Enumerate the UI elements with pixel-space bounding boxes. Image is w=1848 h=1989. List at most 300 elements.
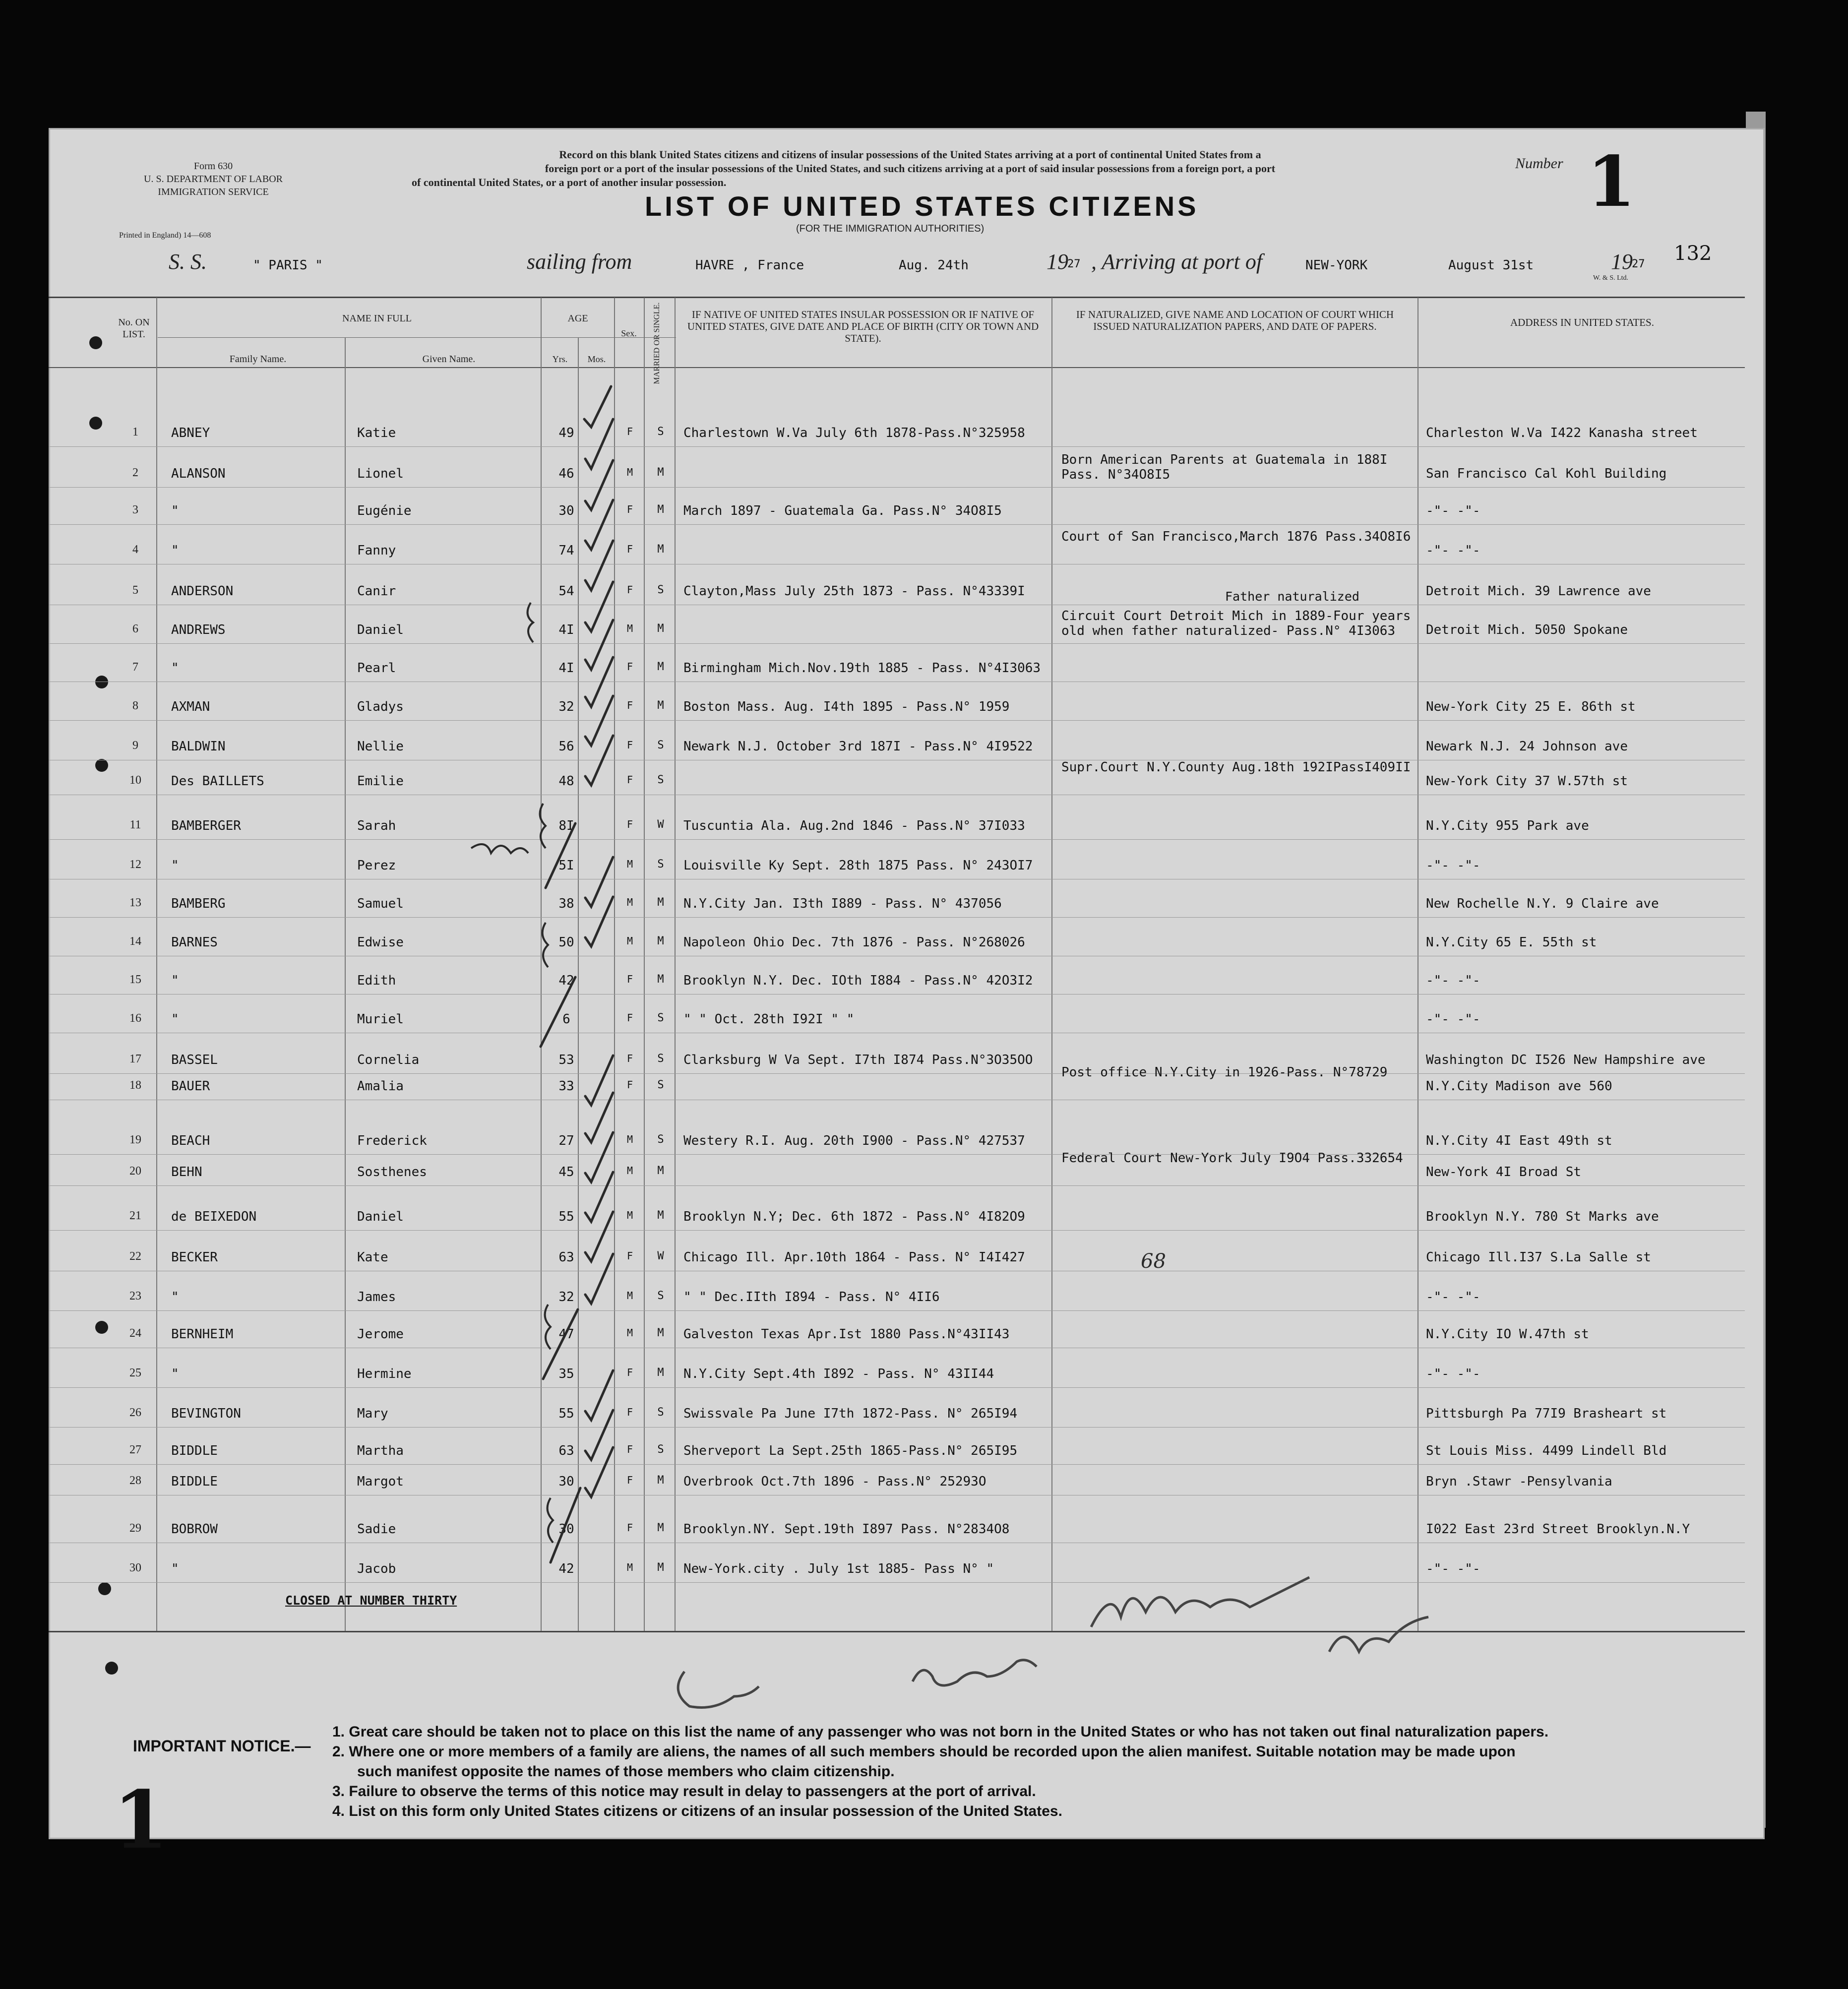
bracket-mark [528, 603, 533, 642]
row-age: 30 [558, 1522, 574, 1537]
row-ms: M [657, 1522, 664, 1534]
row-address: Bryn .Stawr -Pensylvania [1426, 1474, 1612, 1489]
row-family: BOBROW [171, 1522, 218, 1537]
row-ms: M [657, 1209, 664, 1222]
bracket-marks [471, 603, 553, 1543]
row-sex: F [626, 973, 633, 985]
row-no: 18 [129, 1079, 141, 1092]
row-given: Edith [357, 973, 396, 988]
row-age: 4I [558, 661, 574, 676]
scribble-mark [471, 844, 528, 853]
row-address: N.Y.City 65 E. 55th st [1426, 935, 1597, 950]
row-no: 12 [129, 858, 141, 871]
arrival-year: 27 [1632, 258, 1645, 270]
row-given: Perez [357, 858, 396, 873]
row-given: Emilie [357, 774, 404, 789]
row-birth: Chicago Ill. Apr.10th 1864 - Pass. N° I4I427 [683, 1250, 1025, 1265]
col-header-married: MARRIED OR SINGLE. [653, 302, 661, 384]
row-address: Washington DC I526 New Hampshire ave [1426, 1053, 1706, 1067]
row-no: 13 [129, 896, 141, 909]
row-given: Daniel [357, 622, 404, 637]
row-address: Chicago Ill.I37 S.La Salle st [1426, 1250, 1651, 1265]
row-no: 1 [132, 426, 138, 438]
row-sex: F [626, 818, 633, 830]
row-sex: F [626, 1053, 633, 1064]
number-value: 1 [1587, 141, 1636, 223]
row-address: -"- -"- [1426, 1367, 1480, 1381]
row-sex: F [626, 1406, 633, 1418]
record-line-3: of continental United States, or a port of another insular possession. [412, 176, 727, 188]
row-address: St Louis Miss. 4499 Lindell Bld [1426, 1443, 1667, 1458]
row-family: BAUER [171, 1079, 210, 1094]
row-address: -"- -"- [1426, 1012, 1480, 1027]
row-address: -"- -"- [1426, 543, 1480, 558]
row-birth: Birmingham Mich.Nov.19th 1885 - Pass. N°4I3063 [683, 661, 1041, 676]
row-family: BEVINGTON [171, 1406, 241, 1421]
row-ms: M [657, 1165, 664, 1177]
margin-note: 68 [1141, 1250, 1166, 1273]
row-family: BERNHEIM [171, 1327, 234, 1342]
notice-item-1: 1. Great care should be taken not to place on this list the name of any passenger who was not born in the United States or who has not taken out final naturalization papers. [332, 1724, 1549, 1740]
row-birth: Louisville Ky Sept. 28th 1875 Pass. N° 243OI7 [683, 858, 1033, 873]
row-birth: Westery R.I. Aug. 20th I900 - Pass.N° 427537 [683, 1133, 1025, 1148]
row-no: 17 [129, 1053, 141, 1065]
row-given: Jacob [357, 1561, 396, 1576]
row-age: 30 [558, 503, 574, 518]
row-address: N.Y.City 4I East 49th st [1426, 1133, 1612, 1148]
row-given: Eugénie [357, 503, 412, 518]
row-sex: M [626, 1561, 633, 1573]
row-no: 3 [132, 503, 138, 516]
row-sex: F [626, 1012, 633, 1024]
row-given: Hermine [357, 1367, 412, 1381]
department: U. S. DEPARTMENT OF LABOR [144, 174, 283, 185]
col-header-address: ADDRESS IN UNITED STATES. [1510, 316, 1654, 328]
row-birth: Overbrook Oct.7th 1896 - Pass.N° 25293O [683, 1474, 986, 1489]
checkmark [551, 1488, 580, 1562]
arrival-date: August 31st [1448, 258, 1534, 273]
row-sex: M [626, 858, 633, 870]
row-given: Sadie [357, 1522, 396, 1537]
row-age: 56 [558, 739, 574, 754]
row-age: 8I [558, 818, 574, 833]
col-header-mos: Mos. [587, 354, 606, 364]
row-family: de BEIXEDON [171, 1209, 257, 1224]
row-age: 38 [558, 896, 574, 911]
row-family: BAMBERGER [171, 818, 241, 833]
notice-item-2b: such manifest opposite the names of those members who claim citizenship. [357, 1763, 895, 1780]
row-sex: F [626, 1522, 633, 1534]
row-address: New-York 4I Broad St [1426, 1165, 1582, 1180]
row-given: Edwise [357, 935, 404, 950]
row-given: Martha [357, 1443, 404, 1458]
row-address: San Francisco Cal Kohl Building [1426, 466, 1667, 481]
checkmark [585, 1370, 613, 1420]
row-sex: M [626, 1133, 633, 1145]
row-sex: F [626, 774, 633, 786]
col-header-native: IF NATIVE OF UNITED STATES INSULAR POSSESSION OR IF NATIVE OF UNITED STATES, GIVE DATE AND PLACE OF BIRTH (CITY OR TOWN AND STATE). [687, 309, 1039, 344]
row-family: " [171, 1012, 179, 1027]
form-number: Form 630 [193, 161, 233, 172]
row-ms: S [657, 1406, 664, 1419]
row-ms: M [657, 1367, 664, 1379]
row-sex: M [626, 935, 633, 947]
row-family: " [171, 543, 179, 558]
arriving-label: , Arriving at port of [1091, 249, 1263, 274]
row-given: Canir [357, 584, 396, 599]
row-given: Sosthenes [357, 1165, 427, 1180]
col-header-name: NAME IN FULL [342, 313, 412, 324]
row-birth: Brooklyn N.Y. Dec. IOth I884 - Pass.N° 42O3I2 [683, 973, 1033, 988]
row-age: 55 [558, 1209, 574, 1224]
father-naturalized-note: Father naturalized [1225, 589, 1359, 604]
checkmark [585, 857, 613, 907]
row-ms: M [657, 543, 664, 556]
checkmark [585, 1447, 613, 1497]
row-birth: Charlestown W.Va July 6th 1878-Pass.N°325958 [683, 426, 1025, 440]
row-ms: M [657, 1327, 664, 1339]
row-address: N.Y.City 955 Park ave [1426, 818, 1589, 833]
row-nat: Born American Parents at Guatemala in 188I Pass. N°34O8I5 [1061, 452, 1388, 482]
row-family: BIDDLE [171, 1443, 218, 1458]
notice-items [332, 1722, 1746, 1821]
row-birth: Brooklyn.NY. Sept.19th I897 Pass. N°2834O8 [683, 1522, 1010, 1537]
row-sex: M [626, 1327, 633, 1339]
year-prefix-2: 19 [1611, 249, 1633, 274]
row-sex: F [626, 584, 633, 596]
col-header-sex: Sex. [621, 328, 637, 338]
row-no: 27 [129, 1443, 141, 1456]
row-nat: Court of San Francisco,March 1876 Pass.34O8I6 [1061, 529, 1411, 544]
row-no: 9 [132, 739, 138, 752]
row-given: Nellie [357, 739, 404, 754]
row-ms: S [657, 858, 664, 870]
row-no: 26 [129, 1406, 141, 1419]
col-header-no: No. ON LIST. [118, 317, 150, 340]
row-age: 46 [558, 466, 574, 481]
row-age: 27 [558, 1133, 574, 1148]
row-address: New Rochelle N.Y. 9 Claire ave [1426, 896, 1659, 911]
row-age: 55 [558, 1406, 574, 1421]
row-address: I022 East 23rd Street Brooklyn.N.Y [1426, 1522, 1690, 1537]
row-birth: March 1897 - Guatemala Ga. Pass.N° 34O8I5 [683, 503, 1002, 518]
margin-signature [913, 1660, 1037, 1685]
row-sex: M [626, 896, 633, 908]
row-ms: S [657, 1012, 664, 1024]
row-given: Gladys [357, 699, 404, 714]
row-address: N.Y.City Madison ave 560 [1426, 1079, 1612, 1094]
notice-item-3: 3. Failure to observe the terms of this notice may result in delay to passengers at the port of arrival. [332, 1783, 1036, 1800]
row-age: 6 [562, 1012, 570, 1027]
row-birth: Boston Mass. Aug. I4th 1895 - Pass.N° 1959 [683, 699, 1010, 714]
row-family: " [171, 1367, 179, 1381]
checkmark [585, 1093, 613, 1142]
inspector-signature [1091, 1577, 1309, 1627]
checkmark [585, 1254, 613, 1304]
checkmark [546, 823, 575, 888]
row-age: 30 [558, 1474, 574, 1489]
row-birth: Newark N.J. October 3rd 187I - Pass.N° 4I9522 [683, 739, 1033, 754]
row-ms: W [657, 818, 664, 831]
row-ms: M [657, 896, 664, 909]
bracket-mark [543, 923, 548, 967]
row-nat: Circuit Court Detroit Mich in 1889-Four years old when father naturalized- Pass.N° 4I3063 [1061, 609, 1411, 638]
signatures [678, 1577, 1428, 1708]
row-no: 7 [132, 661, 138, 674]
row-family: BARNES [171, 935, 218, 950]
row-no: 29 [129, 1522, 141, 1535]
row-no: 21 [129, 1209, 141, 1222]
closed-note: CLOSED AT NUMBER THIRTY [285, 1593, 457, 1608]
row-sex: F [626, 1250, 633, 1262]
row-address: Detroit Mich. 39 Lawrence ave [1426, 584, 1651, 599]
row-no: 20 [129, 1165, 141, 1178]
arrival-port: NEW-YORK [1305, 258, 1368, 273]
col-header-yrs: Yrs. [552, 354, 568, 364]
row-ms: M [657, 973, 664, 986]
row-no: 8 [132, 699, 138, 712]
ss-label: S. S. [169, 249, 207, 274]
year-prefix-1: 19 [1047, 249, 1068, 274]
bracket-mark [548, 1498, 553, 1543]
row-family: BALDWIN [171, 739, 226, 754]
checkmark [585, 1056, 613, 1105]
row-family: BIDDLE [171, 1474, 218, 1489]
ship-name: " PARIS " [253, 258, 323, 273]
row-age: 32 [558, 1290, 574, 1305]
row-birth: New-York.city . July 1st 1885- Pass N° " [683, 1561, 994, 1576]
row-no: 28 [129, 1474, 141, 1487]
row-given: Daniel [357, 1209, 404, 1224]
row-family: BASSEL [171, 1053, 218, 1067]
row-birth: Galveston Texas Apr.Ist 1880 Pass.N°43II43 [683, 1327, 1010, 1342]
checkmark-column [541, 386, 613, 1562]
col-header-given: Given Name. [422, 354, 476, 365]
row-birth: Brooklyn N.Y; Dec. 6th 1872 - Pass.N° 4I82O9 [683, 1209, 1025, 1224]
row-given: Pearl [357, 661, 396, 676]
printer-mark: W. & S. Ltd. [1593, 274, 1629, 282]
row-sex: M [626, 622, 633, 634]
row-no: 10 [129, 774, 141, 787]
sheet-number: 1 [113, 1773, 169, 1866]
row-ms: M [657, 935, 664, 947]
row-given: Sarah [357, 818, 396, 833]
row-age: 32 [558, 699, 574, 714]
row-ms: S [657, 1443, 664, 1456]
row-family: Des BAILLETS [171, 774, 264, 789]
row-family: " [171, 1561, 179, 1576]
row-birth: Tuscuntia Ala. Aug.2nd 1846 - Pass.N° 37I033 [683, 818, 1025, 833]
row-age: 4I [558, 622, 574, 637]
row-family: ALANSON [171, 466, 226, 481]
row-ms: S [657, 739, 664, 751]
row-given: Margot [357, 1474, 404, 1489]
row-family: AXMAN [171, 699, 210, 714]
row-birth: Swissvale Pa June I7th 1872-Pass. N° 265I94 [683, 1406, 1018, 1421]
margin-signature [678, 1672, 759, 1708]
form-subtitle: (FOR THE IMMIGRATION AUTHORITIES) [796, 223, 985, 234]
checkmark [584, 386, 611, 427]
row-nat: Supr.Court N.Y.County Aug.18th 192IPassI409II [1061, 760, 1411, 775]
row-age: 45 [558, 1165, 574, 1180]
row-address: -"- -"- [1426, 858, 1480, 873]
row-no: 19 [129, 1133, 141, 1146]
row-given: Fanny [357, 543, 396, 558]
row-sex: M [626, 1165, 633, 1177]
row-family: " [171, 503, 179, 518]
row-given: Lionel [357, 466, 404, 481]
row-age: 74 [558, 543, 574, 558]
row-sex: F [626, 1474, 633, 1486]
row-birth: Clayton,Mass July 25th 1873 - Pass. N°43339I [683, 584, 1025, 599]
row-age: 47 [558, 1327, 574, 1342]
row-address: New-York City 25 E. 86th st [1426, 699, 1636, 714]
row-address: Charleston W.Va I422 Kanasha street [1426, 426, 1698, 440]
row-address: Detroit Mich. 5050 Spokane [1426, 622, 1628, 637]
row-age: 42 [558, 973, 574, 988]
row-age: 63 [558, 1250, 574, 1265]
row-nat: Post office N.Y.City in 1926-Pass. N°78729 [1061, 1065, 1388, 1080]
row-age: 35 [558, 1367, 574, 1381]
row-family: BEHN [171, 1165, 202, 1180]
row-address: -"- -"- [1426, 503, 1480, 518]
row-no: 23 [129, 1290, 141, 1303]
service: IMMIGRATION SERVICE [158, 186, 269, 197]
row-family: BECKER [171, 1250, 218, 1265]
row-sex: F [626, 543, 633, 555]
page-number: 132 [1674, 242, 1712, 265]
row-family: " [171, 661, 179, 676]
departure-date: Aug. 24th [899, 258, 969, 273]
row-no: 25 [129, 1367, 141, 1379]
row-birth: Clarksburg W Va Sept. I7th I874 Pass.N°3O35OO [683, 1053, 1033, 1067]
col-header-age: AGE [567, 313, 588, 324]
row-family: BAMBERG [171, 896, 226, 911]
row-age: 54 [558, 584, 574, 599]
row-given: Katie [357, 426, 396, 440]
row-sex: F [626, 661, 633, 673]
row-no: 22 [129, 1250, 141, 1263]
row-birth: N.Y.City Jan. I3th I889 - Pass. N° 437056 [683, 896, 1002, 911]
row-birth: Sherveport La Sept.25th 1865-Pass.N° 265I95 [683, 1443, 1018, 1458]
bracket-mark [540, 804, 546, 848]
row-age: 49 [558, 426, 574, 440]
row-no: 16 [129, 1012, 141, 1025]
row-ms: M [657, 699, 664, 712]
row-age: 42 [558, 1561, 574, 1576]
row-no: 5 [132, 584, 138, 597]
row-birth: Napoleon Ohio Dec. 7th 1876 - Pass. N°268026 [683, 935, 1025, 950]
row-age: 53 [558, 1053, 574, 1067]
row-sex: F [626, 1367, 633, 1378]
row-sex: F [626, 426, 633, 437]
row-ms: M [657, 1474, 664, 1487]
row-birth: " " Oct. 28th I92I " " [683, 1012, 855, 1027]
row-sex: F [626, 699, 633, 711]
row-sex: M [626, 466, 633, 478]
initials-signature [1329, 1617, 1428, 1652]
printed-note: Printed in England) 14—608 [119, 231, 211, 240]
row-nat: Federal Court New-York July I9O4 Pass.332654 [1061, 1151, 1403, 1166]
row-no: 4 [132, 543, 138, 556]
row-address: New-York City 37 W.57th st [1426, 774, 1628, 789]
row-family: " [171, 973, 179, 988]
row-address: -"- -"- [1426, 1290, 1480, 1305]
row-given: Jerome [357, 1327, 404, 1342]
row-birth: " " Dec.IIth I894 - Pass. N° 4II6 [683, 1290, 940, 1305]
row-given: Kate [357, 1250, 388, 1265]
col-header-naturalized: IF NATURALIZED, GIVE NAME AND LOCATION OF COURT WHICH ISSUED NATURALIZATION PAPERS, AND DATE OF PAPERS. [1076, 309, 1394, 332]
row-given: Samuel [357, 896, 404, 911]
row-ms: S [657, 1133, 664, 1146]
notice-label: IMPORTANT NOTICE.— [133, 1737, 311, 1755]
row-ms: W [657, 1250, 664, 1262]
row-no: 15 [129, 973, 141, 986]
row-ms: S [657, 1053, 664, 1065]
checkmark [541, 977, 575, 1047]
row-no: 11 [129, 818, 141, 831]
row-ms: M [657, 622, 664, 635]
row-age: 5I [558, 858, 574, 873]
departure-year: 27 [1067, 258, 1081, 270]
row-family: ANDERSON [171, 584, 234, 599]
row-age: 50 [558, 935, 574, 950]
row-family: BEACH [171, 1133, 210, 1148]
number-label: Number [1515, 155, 1563, 172]
row-sex: F [626, 739, 633, 751]
bracket-mark [545, 1305, 551, 1349]
row-no: 24 [129, 1327, 141, 1340]
row-family: " [171, 1290, 179, 1305]
form-title: LIST OF UNITED STATES CITIZENS [645, 190, 1199, 222]
row-sex: F [626, 1079, 633, 1091]
row-sex: M [626, 1209, 633, 1221]
col-header-family: Family Name. [229, 354, 287, 365]
row-given: Amalia [357, 1079, 404, 1094]
row-ms: M [657, 661, 664, 673]
row-ms: S [657, 774, 664, 786]
record-line-2: foreign port or a port of the insular possessions of the United States, and such citizens arriving at a port of said insular possessions from a foreign port, a port [545, 162, 1276, 175]
row-birth: N.Y.City Sept.4th I892 - Pass. N° 43II44 [683, 1367, 994, 1381]
row-age: 48 [558, 774, 574, 789]
notice-item-2: 2. Where one or more members of a family are aliens, the names of all such members should be recorded upon the alien manifest. Suitable notation may be made upon [332, 1743, 1516, 1760]
row-address: -"- -"- [1426, 1561, 1480, 1576]
row-age: 33 [558, 1079, 574, 1094]
row-sex: F [626, 503, 633, 515]
row-no: 30 [129, 1561, 141, 1574]
row-address: Newark N.J. 24 Johnson ave [1426, 739, 1628, 754]
row-family: ABNEY [171, 426, 210, 440]
row-sex: F [626, 1443, 633, 1455]
row-address: Brooklyn N.Y. 780 St Marks ave [1426, 1209, 1659, 1224]
notice-item-4: 4. List on this form only United States citizens or citizens of an insular possession of the United States. [332, 1803, 1062, 1819]
departure-port: HAVRE , France [695, 258, 804, 273]
row-given: Frederick [357, 1133, 427, 1148]
row-ms: S [657, 426, 664, 438]
row-address: N.Y.City IO W.47th st [1426, 1327, 1589, 1342]
row-given: James [357, 1290, 396, 1305]
row-given: Mary [357, 1406, 388, 1421]
row-ms: S [657, 1079, 664, 1091]
row-no: 6 [132, 622, 138, 635]
row-no: 14 [129, 935, 141, 948]
sailing-label: sailing from [527, 249, 632, 274]
row-address: -"- -"- [1426, 973, 1480, 988]
record-line-1: Record on this blank United States citizens and citizens of insular possessions of the United States arriving at a port of continental United States from a [559, 148, 1261, 161]
row-given: Muriel [357, 1012, 404, 1027]
row-family: ANDREWS [171, 622, 226, 637]
row-address: Pittsburgh Pa 77I9 Brasheart st [1426, 1406, 1667, 1421]
